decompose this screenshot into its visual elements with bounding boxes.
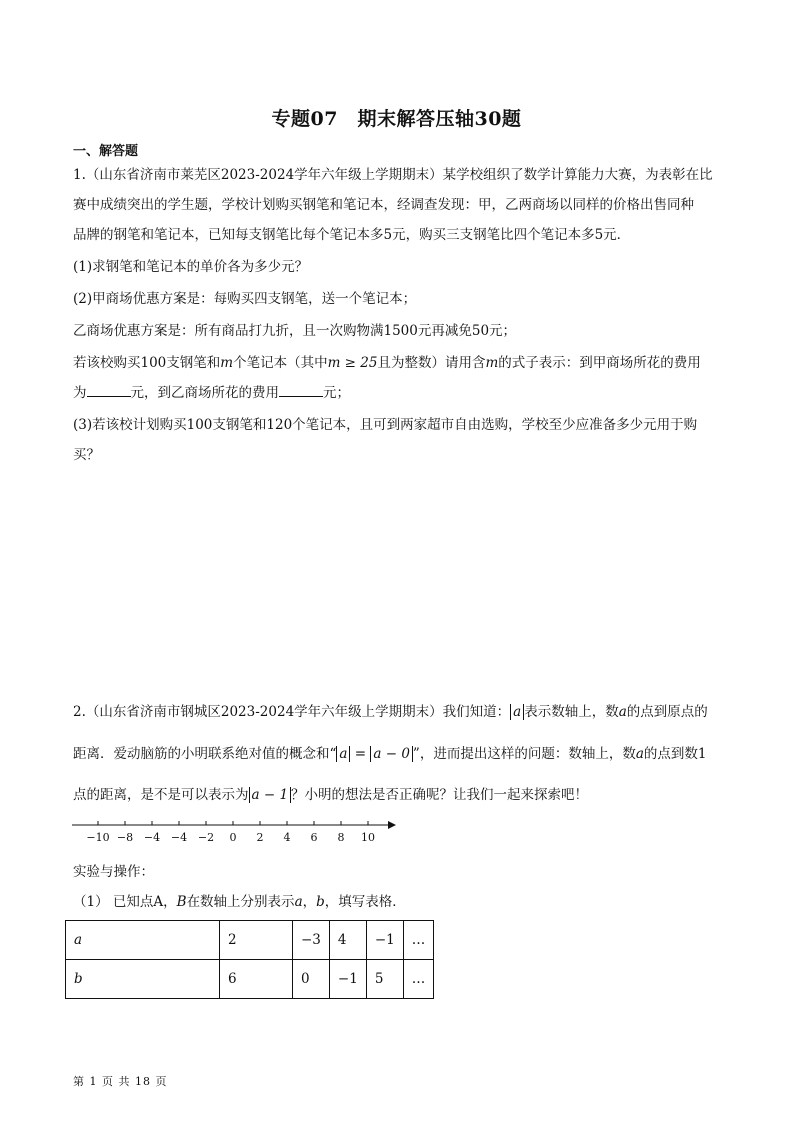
q1-part2c-a: 若该校购买100支钢笔和 xyxy=(73,355,221,371)
table-cell: −1 xyxy=(366,921,403,960)
table-cell: 0 xyxy=(293,960,330,999)
q1-part2c-d: 的式子表示：到甲商场所花的费用 xyxy=(498,355,701,371)
q1-part2b: 乙商场优惠方案是：所有商品打九折，且一次购物满1500元再减免50元； xyxy=(73,323,517,339)
number-line-tick-label: 2 xyxy=(256,831,264,844)
q2-line1 xyxy=(73,703,708,721)
q1-part2c xyxy=(73,354,701,372)
table-cell: 4 xyxy=(329,921,366,960)
abs-a-minus-1: a − 1 xyxy=(249,787,292,803)
eq-sign: = xyxy=(350,746,371,762)
var-a-3: a xyxy=(294,894,303,910)
number-line-tick-label: 6 xyxy=(310,831,318,844)
number-line-tick-label: −2 xyxy=(197,831,215,844)
table-cell: −3 xyxy=(293,921,330,960)
number-line-tick-label: 10 xyxy=(361,831,375,844)
q1-part2c-b: 个笔记本（其中 xyxy=(233,355,328,371)
var-a-2: a xyxy=(635,746,644,762)
number-line-ticks xyxy=(86,821,375,844)
var-B: B xyxy=(176,894,187,910)
q1-part2: (2)甲商场优惠方案是：每购买四支钢笔，送一个笔记本； xyxy=(73,291,417,307)
condition-math: m ≥ 25 xyxy=(327,355,378,371)
q1-line1: 1.（山东省济南市莱芜区2023-2024学年六年级上学期期末）某学校组织了数学计算能力大赛，为表彰在比 xyxy=(73,167,713,183)
q2-l1c: 的点到原点的 xyxy=(626,704,708,720)
q2-l1a: 2.（山东省济南市钢城区2023-2024学年六年级上学期期末）我们知道： xyxy=(73,704,511,720)
table-cell: 5 xyxy=(366,960,403,999)
q2-l1b: 表示数轴上，数 xyxy=(524,704,619,720)
var-a: a xyxy=(618,704,627,720)
page-footer: 第 1 页 共 18 页 xyxy=(73,1075,168,1088)
table-cell: … xyxy=(403,960,434,999)
q2-exp1c: ， xyxy=(302,894,317,910)
page-title: 专题07 期末解答压轴30题 xyxy=(271,108,522,130)
table-cell: … xyxy=(403,921,434,960)
q1-part1: (1)求钢笔和笔记本的单价各为多少元？ xyxy=(73,259,309,275)
q2-line3 xyxy=(73,786,588,804)
answer-blank-2[interactable] xyxy=(279,384,323,397)
table-cell: −1 xyxy=(329,960,366,999)
number-line-tick-label: 8 xyxy=(337,831,345,844)
q1-part2d-a: 为 xyxy=(73,385,87,401)
abs-eq-right: a − 0 xyxy=(370,746,413,762)
q2-l2c: 的点到数1 xyxy=(643,746,707,762)
table-cell: a xyxy=(66,921,220,960)
q1-line2: 赛中成绩突出的学生题，学校计划购买钢笔和笔记本，经调查发现：甲，乙两商场以同样的价格出售同种 xyxy=(73,197,694,213)
number-line-tick-label: 0 xyxy=(229,831,237,844)
q2-l2b: ”，进而提出这样的问题：数轴上，数 xyxy=(412,746,636,762)
var-b: b xyxy=(316,894,325,910)
q2-l2a: 距离．爱动脑筋的小明联系绝对值的概念和“ xyxy=(73,746,337,762)
number-line-tick-label: −10 xyxy=(86,831,110,844)
abs-eq-left: a xyxy=(336,746,350,762)
table-cell: 6 xyxy=(220,960,293,999)
q2-exp1a: （1） 已知点A， xyxy=(73,894,177,910)
q1-part2d xyxy=(73,384,350,402)
number-line-tick-label: −4 xyxy=(143,831,161,844)
q2-exp1b: 在数轴上分别表示 xyxy=(186,894,295,910)
number-line xyxy=(70,815,400,847)
q1-part2d-c: 元； xyxy=(323,385,350,401)
q1-part2d-b: 元，到乙商场所花的费用 xyxy=(130,385,279,401)
table-row xyxy=(66,960,434,999)
values-table xyxy=(65,920,434,999)
abs-a: a xyxy=(510,704,524,720)
table-cell: b xyxy=(66,960,220,999)
section-heading: 一、解答题 xyxy=(73,144,139,159)
answer-blank-1[interactable] xyxy=(87,384,131,397)
q2-l3b: ？小明的想法是否正确呢？让我们一起来探索吧！ xyxy=(291,787,589,803)
number-line-tick-label: −4 xyxy=(170,831,188,844)
q2-line2 xyxy=(73,745,706,763)
var-m: m xyxy=(220,355,234,371)
q2-experiment-heading: 实验与操作： xyxy=(73,864,154,880)
table-cell: 2 xyxy=(220,921,293,960)
q2-exp1d: ，填写表格． xyxy=(324,894,406,910)
number-line-tick-label: −8 xyxy=(116,831,134,844)
q1-part2c-c: 且为整数）请用含 xyxy=(377,355,486,371)
table-row xyxy=(66,921,434,960)
q1-line3: 品牌的钢笔和笔记本，已知每支钢笔比每个笔记本多5元，购买三支钢笔比四个笔记本多5元． xyxy=(73,227,631,243)
q1-part3b: 买？ xyxy=(73,447,100,463)
q2-l3a: 点的距离，是不是可以表示为 xyxy=(73,787,249,803)
q2-experiment-1 xyxy=(73,893,406,911)
number-line-tick-label: 4 xyxy=(283,831,291,844)
var-m-2: m xyxy=(485,355,499,371)
number-line-arrow-icon xyxy=(388,821,396,829)
q1-part3: (3)若该校计划购买100支钢笔和120个笔记本，且可到两家超市自由选购，学校至少应准备多少元用于购 xyxy=(73,417,698,433)
